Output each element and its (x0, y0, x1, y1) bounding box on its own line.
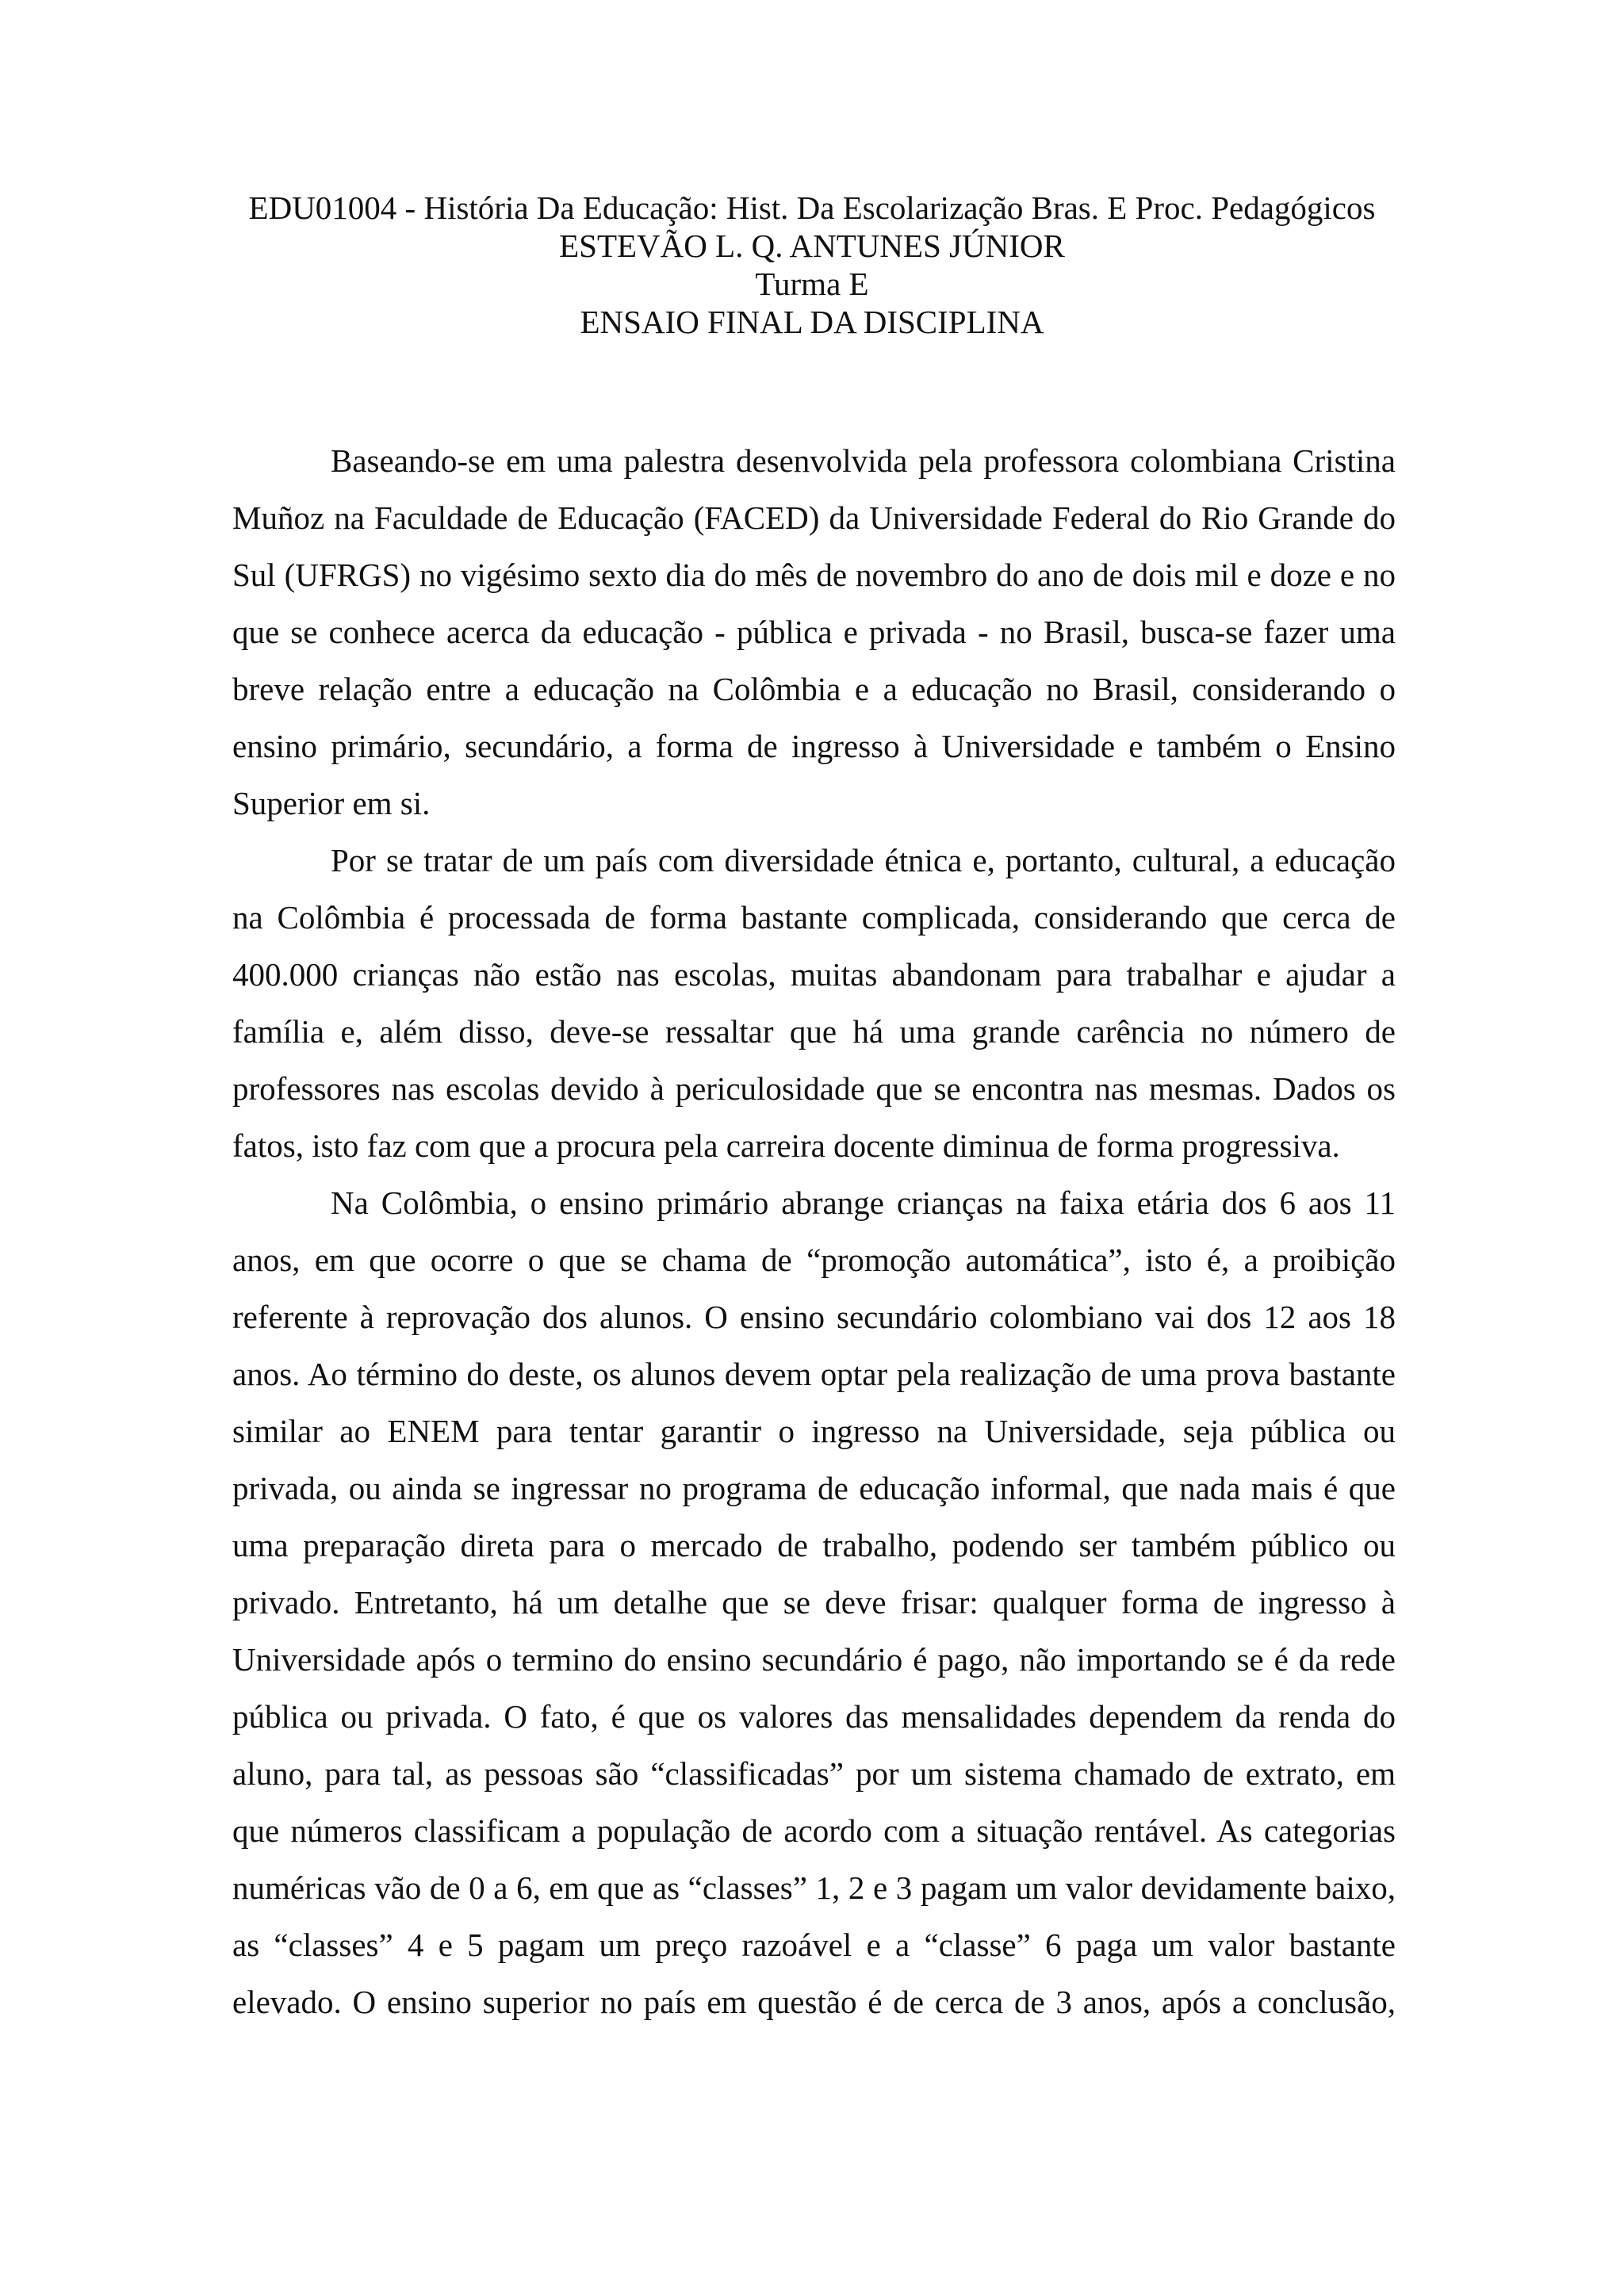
class-name: Turma E (755, 266, 869, 302)
document-title: ENSAIO FINAL DA DISCIPLINA (580, 304, 1044, 340)
document-body (232, 432, 1396, 2030)
paragraph: Por se tratar de um país com diversidade étnica e, portanto, cultural, a educação na Colômbia é processada de forma bastante complicada, considerando que cerca de 400.000 crianças não estão nas escolas, muitas abandonam para trabalhar e ajudar a família e, além disso, deve-se ressaltar que há uma grande carência no número de professores nas escolas devido à periculosidade que se encontra nas mesmas. Dados os fatos, isto faz com que a procura pela carreira docente diminua de forma progressiva. (232, 842, 1396, 1164)
paragraph: Na Colômbia, o ensino primário abrange crianças na faixa etária dos 6 aos 11 anos, em que ocorre o que se chama de “promoção automática”, isto é, a proibição referente à reprovação dos alunos. O ensino secundário colombiano vai dos 12 aos 18 anos. Ao término do deste, os alunos devem optar pela realização de uma prova bastante similar ao ENEM para tentar garantir o ingresso na Universidade, seja pública ou privada, ou ainda se ingressar no programa de educação informal, que nada mais é que uma preparação direta para o mercado de trabalho, podendo ser também público ou privado. Entretanto, há um detalhe que se deve frisar: qualquer forma de ingresso à Universidade após o termino do ensino secundário é pago, não importando se é da rede pública ou privada. O fato, é que os valores das mensalidades dependem da renda do aluno, para tal, as pessoas são “classificadas” por um sistema chamado de extrato, em que números classificam a população de acordo com a situação rentável. As categorias numéricas vão de 0 a 6, em que as “classes” 1, 2 e 3 pagam um valor devidamente baixo, as “classes” 4 e 5 pagam um preço razoável e a “classe” 6 paga um valor bastante elevado. O ensino superior no país em questão é de cerca de 3 anos, após a conclusão, (232, 1184, 1396, 2020)
paragraph: Baseando-se em uma palestra desenvolvida pela professora colombiana Cristina Muñoz na Faculdade de Educação (FACED) da Universidade Federal do Rio Grande do Sul (UFRGS) no vigésimo sexto dia do mês de novembro do ano de dois mil e doze e no que se conhece acerca da educação - pública e privada - no Brasil, busca-se fazer uma breve relação entre a educação na Colômbia e a educação no Brasil, considerando o ensino primário, secundário, a forma de ingresso à Universidade e também o Ensino Superior em si. (232, 442, 1396, 821)
document-header (230, 189, 1394, 341)
author-name: ESTEVÃO L. Q. ANTUNES JÚNIOR (559, 228, 1065, 264)
course-title: EDU01004 - História Da Educação: Hist. Da Escolarização Bras. E Proc. Pedagógicos (248, 189, 1376, 226)
